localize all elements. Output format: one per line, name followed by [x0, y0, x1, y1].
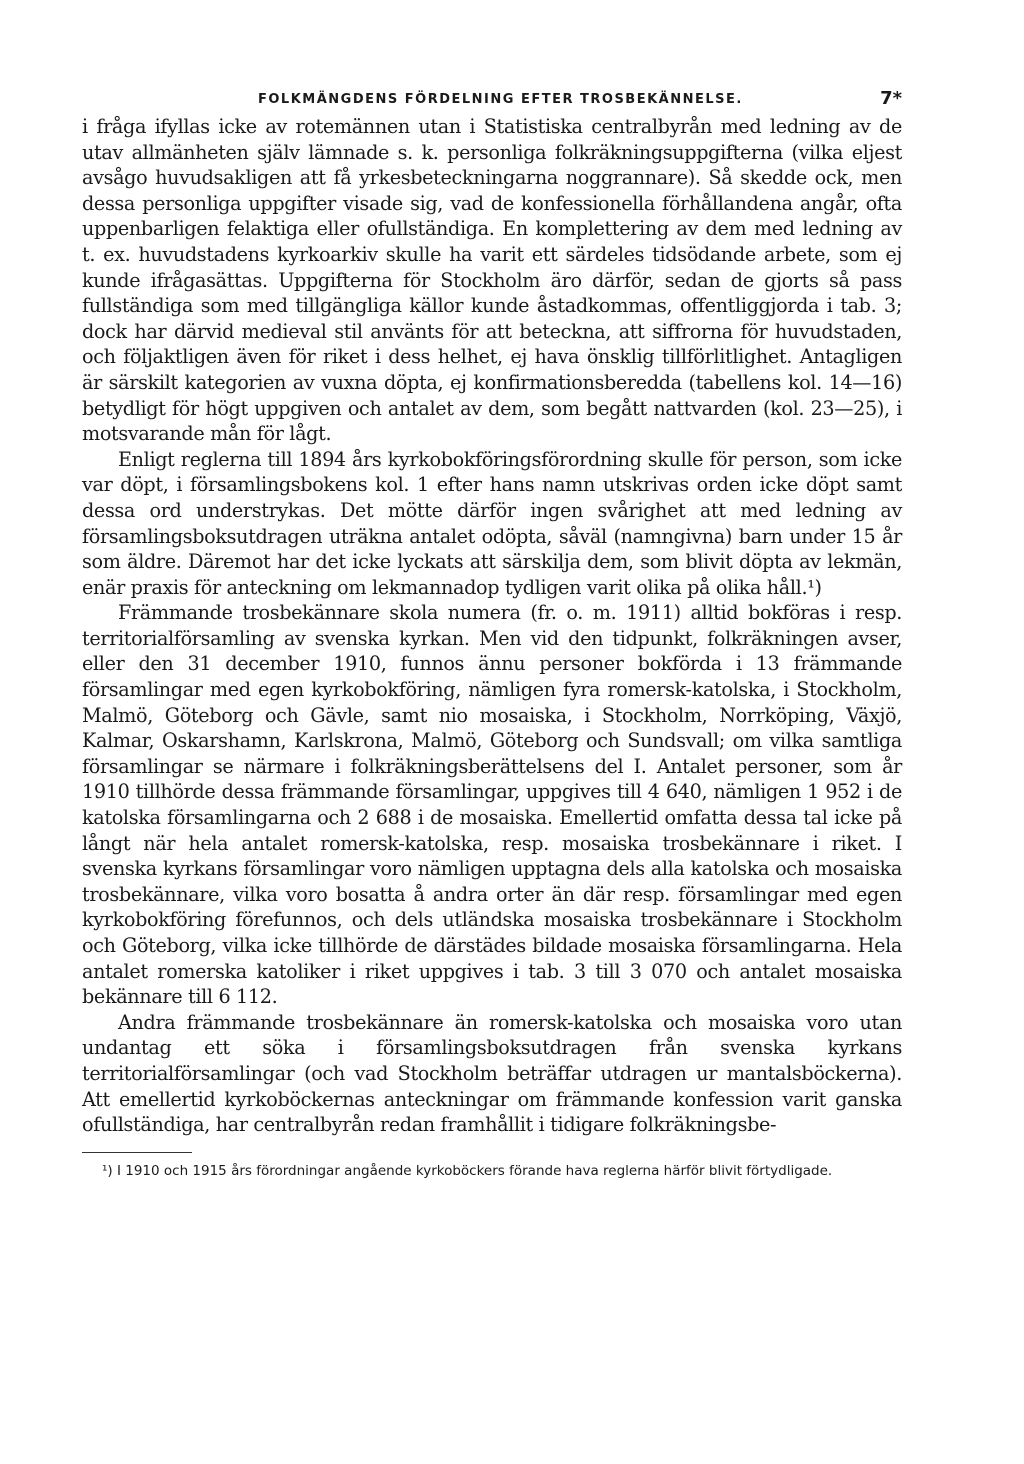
running-title: FOLKMÄNGDENS FÖRDELNING EFTER TROSBEKÄNNELSE.	[258, 92, 743, 107]
document-page	[82, 84, 902, 1180]
page-number: 7*	[880, 88, 902, 109]
body-text	[82, 114, 902, 1138]
paragraph-1: i fråga ifyllas icke av rotemännen utan i Statistiska centralbyrån med ledning av de utav allmänheten själv lämnade s. k. personliga folkräkningsuppgifterna (vilka eljest avsågo huvudsakligen att få yrkesbeteckningarna noggrannare). Så skedde ock, men dessa personliga uppgifter visade sig, vad de konfessionella förhållandena angår, ofta uppenbarligen felaktiga eller ofullständiga. En komplettering av dem med ledning av t. ex. huvudstadens kyrkoarkiv skulle ha varit ett särdeles tidsödande arbete, som ej kunde ifrågasättas. Uppgifterna för Stockholm äro därför, sedan de gjorts så pass fullständiga som med tillgängliga källor kunde åstadkommas, offentliggjorda i tab. 3; dock har därvid medieval stil använts för att beteckna, att siffrorna för huvudstaden, och följaktligen även för riket i dess helhet, ej hava önsklig tillförlitlighet. Antagligen är särskilt kategorien av vuxna döpta, ej konfirmationsberedda (tabellens kol. 14—16) betydligt för högt uppgiven och antalet av dem, som begått nattvarden (kol. 23—25), i motsvarande mån för lågt.	[82, 115, 902, 446]
paragraph-3: Främmande trosbekännare skola numera (fr. o. m. 1911) alltid bokföras i resp. territorialförsamling av svenska kyrkan. Men vid den tidpunkt, folkräkningen avser, eller den 31 december 1910, funnos ännu personer bokförda i 13 främmande församlingar med egen kyrkobokföring, nämligen fyra romersk-katolska, i Stockholm, Malmö, Göteborg och Gävle, samt nio mosaiska, i Stockholm, Norrköping, Växjö, Kalmar, Oskarshamn, Karlskrona, Malmö, Göteborg och Sundsvall; om vilka samtliga församlingar se närmare i folkräkningsberättelsens del I. Antalet personer, som år 1910 tillhörde dessa främmande församlingar, uppgives till 4 640, nämligen 1 952 i de katolska församlingarna och 2 688 i de mosaiska. Emellertid omfatta dessa tal icke på långt när hela antalet romersk-katolska, resp. mosaiska trosbekännare i riket. I svenska kyrkans församlingar voro nämligen upptagna dels alla katolska och mosaiska trosbekännare, vilka voro bosatta å andra orter än där resp. församlingar med egen kyrkobokföring förefunnos, och dels utländska mosaiska trosbekännare i Stockholm och Göteborg, vilka icke tillhörde de därstädes bildade mosaiska församlingarna. Hela antalet romerska katoliker i riket uppgives i tab. 3 till 3 070 och antalet mosaiska bekännare till 6 112.	[82, 601, 902, 1009]
footnote: ¹) I 1910 och 1915 års förordningar angående kyrkoböckers förande hava reglerna härför blivit förtydligade.	[102, 1162, 833, 1179]
running-header	[82, 84, 902, 114]
paragraph-2: Enligt reglerna till 1894 års kyrkobokföringsförordning skulle för person, som icke var döpt, i församlingsbokens kol. 1 efter hans namn utskrivas orden icke döpt samt dessa ord understrykas. Det mötte därför ingen svårighet att med ledning av församlingsboksutdragen uträkna antalet odöpta, såväl (namngivna) barn under 15 år som äldre. Däremot har det icke lyckats att särskilja dem, som blivit döpta av lekmän, enär praxis för anteckning om lekmannadop tydligen varit olika på olika håll.¹)	[82, 447, 902, 599]
paragraph-4: Andra främmande trosbekännare än romersk-katolska och mosaiska voro utan undantag ett söka i församlingsboksutdragen från svenska kyrkans territorialförsamlingar (och vad Stockholm beträffar utdragen ur mantalsböckerna). Att emellertid kyrkoböckernas anteckningar om främmande konfession varit ganska ofullständiga, har centralbyrån redan framhållit i tidigare folkräkningsbe-	[82, 1010, 902, 1137]
footnote-divider	[82, 1152, 192, 1153]
